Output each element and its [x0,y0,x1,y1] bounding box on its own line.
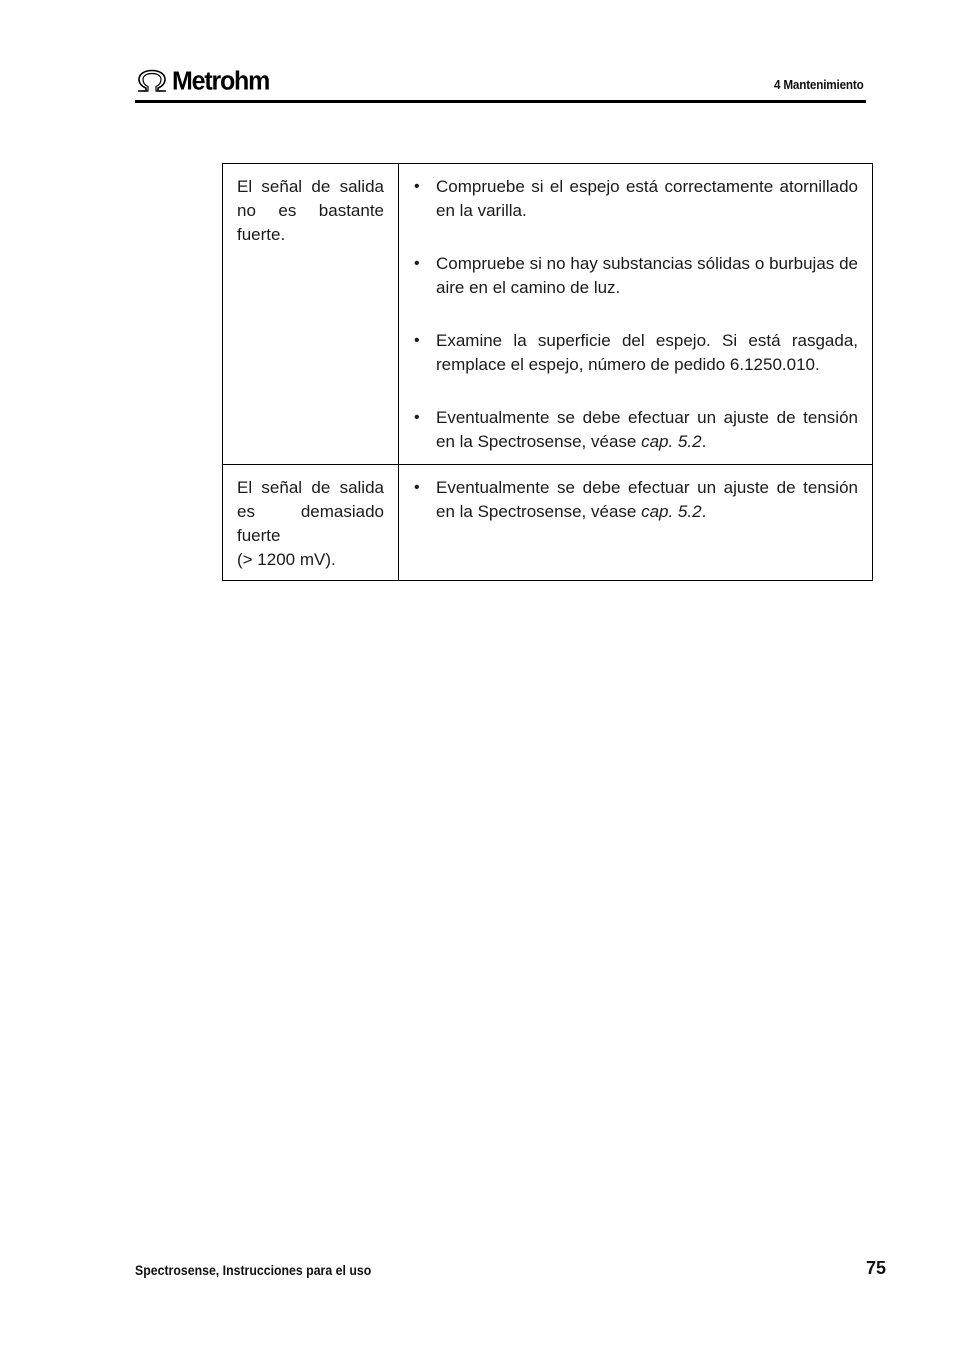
remedy-cell [399,164,873,465]
list-item [413,476,858,524]
remedy-text: Compruebe si el espejo está correctamente atornillado en la varilla. [436,177,858,220]
table-row [223,164,873,465]
chapter-reference: cap. 5.2 [641,502,702,521]
remedy-cell [399,465,873,581]
symptom-text: El señal de salida es demasiado fuerte [237,478,384,545]
symptom-cell [223,164,399,465]
page-header [135,64,866,103]
remedy-text: Eventualmente se debe efectuar un ajuste de tensión en la Spectrosense, véase [436,408,858,451]
list-item [413,406,858,454]
remedy-text: Eventualmente se debe efectuar un ajuste de tensión en la Spectrosense, véase [436,478,858,521]
metrohm-logo [135,66,269,96]
remedy-list [413,476,858,524]
bullet-icon: • [414,255,420,272]
remedy-list [413,175,858,454]
symptom-text: El señal de salida no es bastante fuerte. [237,177,384,244]
troubleshooting-table [222,163,873,581]
page-number: 75 [865,1258,886,1278]
logo-text: Metrohm [172,65,270,96]
table-row [223,465,873,581]
remedy-text: Compruebe si no hay substancias sólidas o burbujas de aire en el camino de luz. [436,254,858,297]
remedy-suffix: . [701,502,707,521]
bullet-icon: • [414,178,420,195]
bullet-icon: • [414,479,420,496]
bullet-icon: • [414,409,420,426]
chapter-reference: cap. 5.2 [641,432,702,451]
symptom-threshold: (> 1200 mV). [237,550,336,569]
remedy-suffix: . [701,432,707,451]
omega-logo-icon [135,69,169,93]
list-item [413,175,858,223]
remedy-text: Examine la superficie del espejo. Si está rasgada, remplace el espejo, número de pedido 6.1250.010. [436,331,858,374]
list-item [413,329,858,377]
chapter-heading: 4 Mantenimiento [774,77,864,92]
symptom-cell [223,465,399,581]
bullet-icon: • [414,332,420,349]
footer-document-title: Spectrosense, Instrucciones para el uso [135,1262,372,1278]
list-item [413,252,858,300]
